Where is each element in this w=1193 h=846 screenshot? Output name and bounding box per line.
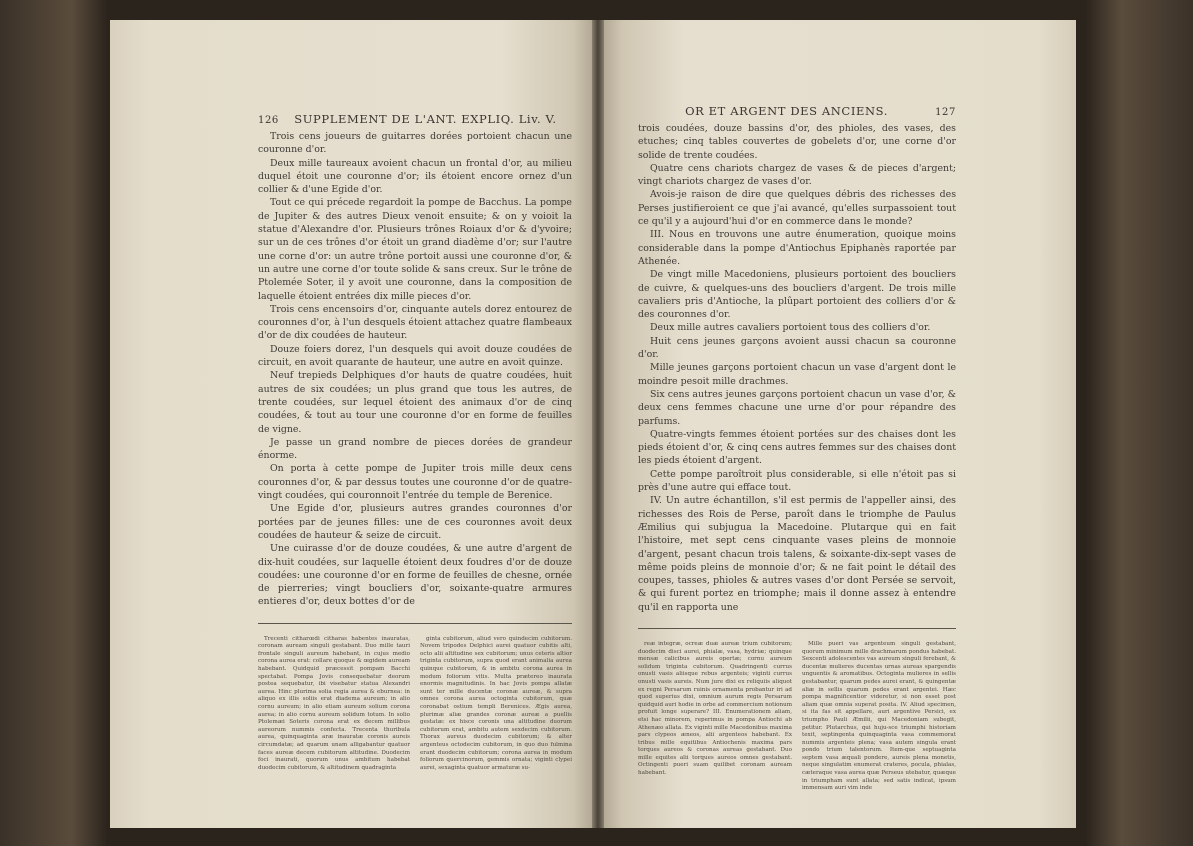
latin-note-text: Mille pueri vas argenteum singuli gestabant, quorum minimum mille drachmarum pondus habebat. Sexcenti adolescentes vas aureum singuli ferebant, & ducentæ mulieres ducentas urnas aureas spargendis unguentis & aromatibus. Octoginta mulieres in sellis gestabantur, quarum pedes aurei erant, & quingentæ aliæ in sellis quarum pedes erant argentei. Hæc pompa magnificentior videretur, si non esset post aliam quæ omnia superat posita. IV. Aliud specimen, si ita fas sit appellare, auri argentive Persici, ex triumpho Pauli Æmilii, qui Macedoniam subegit, petitur. Plutarchus, qui huju-sce triumphi historiam texit, septingenta quinquaginta vasa commemorat nummis argenteis plena; vasa autem singula erant pondo trium talentorum. Item-que septuaginta septem vasa æquali pondere, aureis plena monetis, neque singulatim enumerat crateres, pocula, phialas, cæteraque vasa aurea quæ Perseus utebatur, quæque in triumpham sunt allata; sed satis indicat, ipsum immensam auri vim inde — [802, 640, 956, 792]
right-running-title: OR ET ARGENT DES ANCIENS. — [685, 104, 888, 118]
notes-column-right — [420, 636, 572, 773]
paragraph: On porta à cette pompe de Jupiter trois mille deux cens couronnes d'or, & par dessus toutes une couronne d'or de quatre-vingt coudées, qui couronnoit l'entrée du temple de Berenice. — [258, 463, 572, 502]
paragraph: III. Nous en trouvons une autre énumeration, quoique moins considerable dans la pompe d'Antiochus Epiphanès raportée par Athenée. — [638, 229, 956, 267]
paragraph: Trois cens encensoirs d'or, cinquante autels dorez entourez de couronnes d'or, à l'un desquels étoient attachez quatre flambeaux d'or de dix coudées de hauteur. — [258, 303, 572, 342]
paragraph: Quatre-vingts femmes étoient portées sur des chaises dont les pieds étoient d'or, & cinq cens autres femmes sur des chaises dont les pieds étoient d'argent. — [638, 428, 956, 467]
right-page-number: 127 — [935, 107, 956, 118]
paragraph: Neuf trepieds Delphiques d'or hauts de quatre coudées, huit autres de six coudées; un plus grand que tous les autres, de trente coudées, sur lequel étoient des animaux d'or de cinq coudées, & tout au tour une couronne d'or en forme de feuilles de vigne. — [258, 370, 572, 435]
latin-note-text: reæ integræ, ocreæ duæ aureæ trium cubitorum; duodecim disci aurei, phialæ, vasa, hydriæ; quinque mensæ calicibus aureis opertæ; cornu aureum solidum triginta cubitorum. Quadringenti currus onusti vasis aliisque rebus argenteis; viginti currus onusti vasis aureis. Num jure dixi ex reliquiis aliquot ex regni Persarum ruinis ornamenta probantur iri ad quod superius dixi, omnium aurum regis Persarum quidquid auri hodie in orbe ad commercium notionum profuit longe superare? III. Enumerationem aliam, etsi hac minorem, reperimus in pompa Antiochi ab Athenæo allata. Ex viginti mille Macedonibus maxima pars clypeos æneos, alii argenteos habebant. Ex tribus mille equitibus Antiochenis maxima pars torques aureos & coronas aureas gestabant. Duo mille equites alii torques aureos omnes gestabant. Octingenti pueri suam quilibet coronam auream habebant. — [638, 640, 792, 777]
paragraph: Huit cens jeunes garçons avoient aussi chacun sa couronne d'or. — [638, 335, 956, 361]
paragraph: Trois cens joueurs de guitarres dorées portoient chacun une couronne d'or. — [258, 131, 572, 156]
left-body-text — [258, 130, 572, 609]
left-latin-notes — [258, 636, 572, 773]
footnote-divider — [638, 628, 956, 629]
notes-column-left — [638, 641, 792, 793]
paragraph: Six cens autres jeunes garçons portoient chacun un vase d'or, & deux cens femmes chacune une urne d'or pour répandre des parfums. — [638, 388, 956, 427]
notes-column-right — [802, 641, 956, 793]
paragraph: Une Egide d'or, plusieurs autres grandes couronnes d'or portées par de jeunes filles: une de ces couronnes avoit deux coudées de hauteur & seize de circuit. — [258, 503, 572, 541]
left-page — [110, 20, 598, 828]
right-latin-notes — [638, 641, 956, 793]
paragraph: Je passe un grand nombre de pieces dorées de grandeur énorme. — [258, 436, 572, 462]
book-gutter — [592, 20, 604, 828]
paragraph: Tout ce qui précede regardoit la pompe de Bacchus. La pompe de Jupiter & des autres Dieux venoit ensuite; & on y voioit la statue d'Alexandre d'or. Plusieurs trônes Roiaux d'or & d'yvoire; sur un de ces trônes d'or étoit un grand diadème d'or; sur l'autre une corne d'or: un autre trône portoit aussi une couronne d'or, & un autre une corne d'or toute solide & sans creux. Sur le trône de Ptolemée Soter, il y avoit une couronne, dans la composition de laquelle étoient entrées dix mille pieces d'or. — [258, 197, 572, 302]
paragraph: Deux mille autres cavaliers portoient tous des colliers d'or. — [650, 322, 931, 334]
footnote-divider — [258, 623, 572, 624]
latin-note-text: Trecenti citharœdi citharas habentes inauratas, coronam auream singuli gestabant. Duo mille tauri frontale singuli aureum habebant, in cujus medio corona aurea erat: collare quoque & œgidem auream habebant. Quidquid præcessit pompam Bacchi spectabat. Pompa Jovis consequebatur deorum postea sequebatur, ibi visebatur statua Alexandri aurea. Hinc plurima solia regia aurea & eburnea: in aliquo ex illis soliis erat diadema aureum; in alio cornu aureum; in alio etiam aureum solium corona aurea; in alio cornu aureum solidum totum. In solio Ptolemæi Soteris corona erat ex decem millibus aureorum nummis confecta. Trecenta thuribula aurea, quinquaginta aræ inauratæ coronis aureis circumdatæ; ad quarum unam alligabantur quatuor faces aureæ decem cubitorum altitudine. Duodecim foci inaurati, quorum unus ambitum habebat duodecim cubitorum, & altitudinem quadraginta — [258, 635, 410, 771]
right-running-head — [638, 104, 956, 118]
paragraph: Mille jeunes garçons portoient chacun un vase d'argent dont le moindre pesoit mille drachmes. — [638, 362, 956, 387]
paragraph: Avois-je raison de dire que quelques débris des richesses des Perses justifieroient ce que j'ai avancé, qu'elles surpassoient tout ce qu'il y a aujourd'hui d'or en commerce dans le monde? — [638, 189, 956, 228]
paragraph: Quatre cens chariots chargez de vases & de pieces d'argent; vingt chariots chargez de vases d'or. — [638, 162, 956, 188]
right-body-text — [638, 122, 956, 614]
right-page — [598, 20, 1076, 828]
left-running-title: SUPPLEMENT DE L'ANT. EXPLIQ. Liv. V. — [294, 112, 557, 126]
paragraph: IV. Un autre échantillon, s'il est permis de l'appeller ainsi, des richesses des Rois de Perse, paroît dans le triomphe de Paulus Æmilius qui subjugua la Macedoine. Plutarque qui en fait l'histoire, met sept cens cinquante vases pleins de monnoie d'argent, pesant chacun trois talens, & soixante-dix-sept vases de même poids pleins de monnoie d'or; & ne fait point le détail des coupes, tasses, phioles & autres vases d'or dont Persée se servoit, & qui furent portez en triomphe; mais il donne assez à entendre qu'il en rapporta une — [638, 495, 956, 613]
latin-note-text: ginta cubitorum, aliud vero quindecim cubitorum. Novem tripodes Delphici aurei quatuor cubitis alti, octo alii altitudine sex cubitorum; unus ceteris altior triginta cubitorum, supra quod erant animalia aurea quinque cubitorum, & in ambitu corona aurea in modum foliorum vitis. Multa prætereo inaurata enormis magnitudinis. In hac Jovis pompa allatæ sunt ter mille ducentæ coronæ aureæ, & supra omnes corona aurea octoginta cubitorum, quæ coronabat ostium templi Berenices. Ægis aurea, plurimæ aliæ grandes coronæ aureæ a puellis gestatæ: ex hisce coronis una altitudine duorum cubitorum erat, ambitu autem sexdecim cubitorum. Thorax aureus duodecim cubitorum; & alter argenteus octodecim cubitorum, in quo duo fulmina erant duodecim cubitorum; corona aurea in modum foliorum quercinorum, gemmis ornata; viginti clypei aurei, sexaginta quatuor armaturæ su- — [420, 635, 572, 771]
notes-column-left — [258, 636, 410, 773]
paragraph: De vingt mille Macedoniens, plusieurs portoient des boucliers de cuivre, & quelques-uns des boucliers d'argent. De trois mille cavaliers pris d'Antioche, la plûpart portoient des colliers d'or & des couronnes d'or. — [638, 269, 956, 321]
paragraph: Deux mille taureaux avoient chacun un frontal d'or, au milieu duquel étoit une couronne d'or; ils étoient encore ornez d'un collier & d'une Egide d'or. — [258, 157, 572, 196]
paragraph: Douze foiers dorez, l'un desquels qui avoit douze coudées de circuit, en avoit quarante de hauteur, une autre en avoit quinze. — [258, 343, 572, 369]
paragraph: Cette pompe paroîtroit plus considerable, si elle n'étoit pas si près d'une autre qui efface tout. — [638, 468, 956, 494]
paragraph: Une cuirasse d'or de douze coudées, & une autre d'argent de dix-huit coudées, sur laquelle étoient deux foudres d'or de douze coudées: une couronne d'or en forme de feuilles de chesne, ornée de pierreries; vingt boucliers d'or, soixante-quatre armures entieres d'or, deux bottes d'or de — [258, 543, 572, 608]
left-page-number: 126 — [258, 115, 279, 126]
left-running-head — [258, 112, 572, 126]
paragraph: trois coudées, douze bassins d'or, des phioles, des vases, des etuches; cinq tables couvertes de gobelets d'or, une corne d'or solide de trente coudées. — [638, 123, 956, 161]
